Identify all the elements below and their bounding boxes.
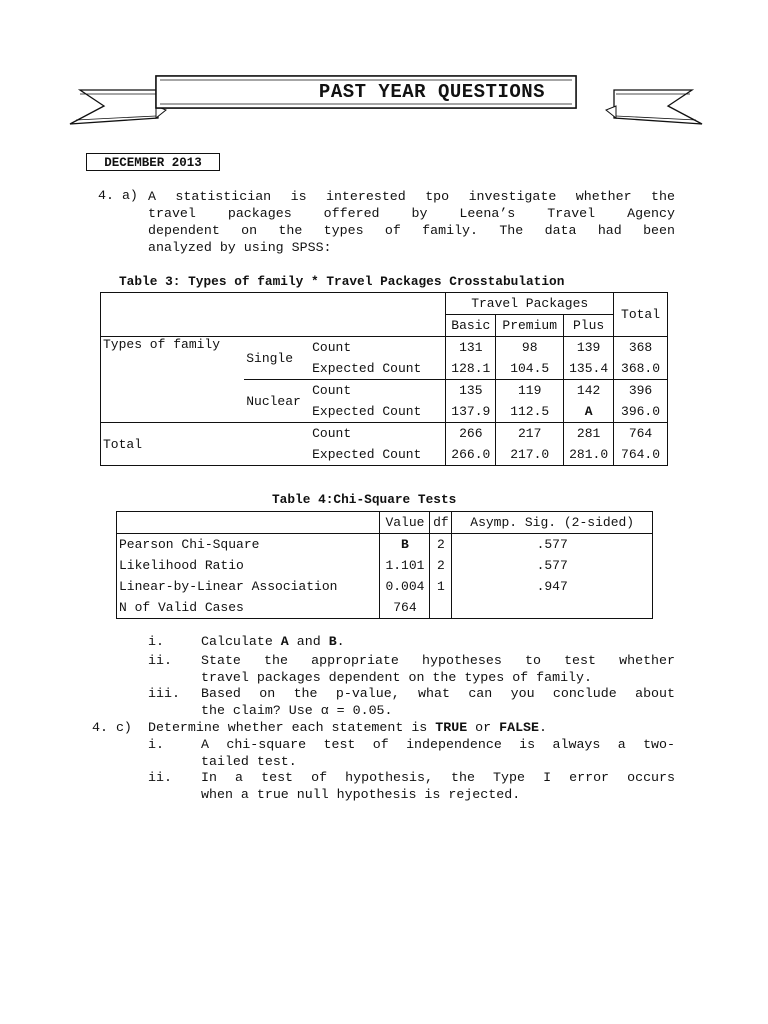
bold-false: FALSE — [499, 720, 540, 735]
cell-value — [430, 597, 452, 619]
question-line: travel packages offered by Leena’s Travel Agency — [148, 206, 675, 221]
test-label: Pearson Chi-Square — [117, 534, 380, 556]
stat-label: Expected Count — [312, 361, 422, 376]
cell-value: 266.0 — [446, 444, 496, 466]
row-group-label: Types of family — [101, 337, 245, 359]
question-line: A statistician is interested tpo investigate whether the — [148, 189, 675, 204]
cell-value: .577 — [452, 555, 653, 576]
cell-value: 104.5 — [496, 358, 564, 380]
table3-caption: Table 3: Types of family * Travel Packages Crosstabulation — [119, 274, 565, 289]
question-line: analyzed by using SPSS: — [148, 240, 332, 255]
column-header: Basic — [446, 315, 496, 337]
crosstab-table — [100, 292, 668, 466]
roman-numeral: i. — [148, 737, 164, 752]
roman-numeral: iii. — [148, 686, 180, 701]
stat-label: Expected Count — [312, 404, 422, 419]
column-header: df — [430, 512, 452, 534]
cell-value: 131 — [446, 337, 496, 359]
cell-value: 396 — [614, 380, 668, 402]
stat-label: Count — [310, 380, 446, 402]
cell-value: 1 — [430, 576, 452, 597]
column-header: Premium — [496, 315, 564, 337]
cell-value — [452, 597, 653, 619]
stat-label: Count — [310, 423, 446, 445]
cell-value: 1.101 — [380, 555, 430, 576]
banner-title: PAST YEAR QUESTIONS — [318, 81, 546, 103]
question-c-text: Determine whether each statement is TRUE or FALSE. — [148, 720, 547, 735]
cell-value: .577 — [452, 534, 653, 556]
cell-value: 2 — [430, 555, 452, 576]
cell-value: 396.0 — [614, 401, 668, 423]
roman-numeral: ii. — [148, 653, 172, 668]
title-banner — [66, 72, 706, 130]
cell-value: 139 — [564, 337, 614, 359]
column-header: Asymp. Sig. (2-sided) — [452, 512, 653, 534]
group-header: Travel Packages — [446, 293, 614, 315]
column-header: Value — [380, 512, 430, 534]
row-label-nuclear: Nuclear — [244, 380, 310, 423]
stat-label: Count — [310, 337, 446, 359]
cell-value: 266 — [446, 423, 496, 445]
cell-value: 764 — [614, 423, 668, 445]
question-line: dependent on the types of family. The data had been — [148, 223, 675, 238]
question-c-number: 4. c) — [92, 720, 132, 735]
cell-value: 0.004 — [380, 576, 430, 597]
cell-value: 135 — [446, 380, 496, 402]
question-text — [148, 188, 675, 256]
roman-numeral: ii. — [148, 770, 172, 785]
cell-value: 368 — [614, 337, 668, 359]
cell-value: 135.4 — [564, 358, 614, 380]
roman-numeral: i. — [148, 634, 164, 649]
bold-b: B — [328, 634, 337, 649]
cell-value: 137.9 — [446, 401, 496, 423]
cell-value: .947 — [452, 576, 653, 597]
cell-value: 128.1 — [446, 358, 496, 380]
row-label-total: Total — [101, 423, 311, 466]
cell-value: 119 — [496, 380, 564, 402]
cell-value: 98 — [496, 337, 564, 359]
date-label: DECEMBER 2013 — [86, 153, 220, 171]
cell-value: 368.0 — [614, 358, 668, 380]
cell-value: 217.0 — [496, 444, 564, 466]
test-label: Likelihood Ratio — [117, 555, 380, 576]
bold-a: A — [280, 634, 289, 649]
cell-value: 764 — [380, 597, 430, 619]
cell-value: 217 — [496, 423, 564, 445]
cell-value: 764.0 — [614, 444, 668, 466]
total-header: Total — [614, 293, 668, 337]
cell-value: 142 — [564, 380, 614, 402]
missing-value-a: A — [564, 401, 614, 423]
test-label: Linear-by-Linear Association — [117, 576, 380, 597]
missing-value-b: B — [380, 534, 430, 556]
column-header: Plus — [564, 315, 614, 337]
bold-true: TRUE — [435, 720, 468, 735]
chi-square-table — [116, 511, 653, 619]
question-number: 4. a) — [98, 188, 138, 203]
stat-label: Expected Count — [310, 444, 446, 466]
cell-value: 112.5 — [496, 401, 564, 423]
test-label: N of Valid Cases — [117, 597, 380, 619]
cell-value: 281.0 — [564, 444, 614, 466]
cell-value: 281 — [564, 423, 614, 445]
table4-caption: Table 4:Chi-Square Tests — [272, 492, 457, 507]
cell-value: 2 — [430, 534, 452, 556]
row-label-single: Single — [244, 337, 310, 380]
